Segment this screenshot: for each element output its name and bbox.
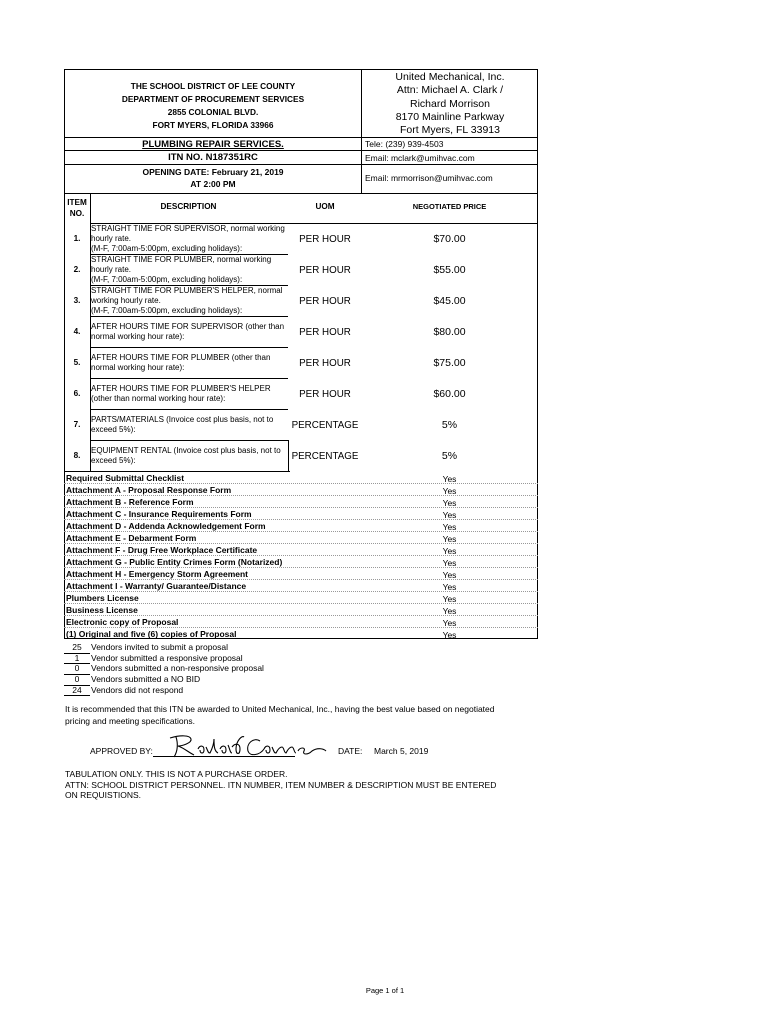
vendor-stats (64, 642, 364, 695)
item-description (91, 255, 288, 286)
checklist-value: Yes (442, 498, 457, 508)
row-separator (64, 495, 538, 496)
item-uom: PER HOUR (299, 327, 351, 338)
item-number: 8. (73, 451, 81, 460)
desc-line: STRAIGHT TIME FOR PLUMBER'S HELPER, normal (91, 286, 283, 295)
recommendation (65, 704, 535, 727)
note-line: ATTN: SCHOOL DISTRICT PERSONNEL. ITN NUMBER, ITEM NUMBER & DESCRIPTION MUST BE ENTERED (65, 779, 497, 790)
desc-line: STRAIGHT TIME FOR PLUMBER, normal working (91, 255, 272, 264)
checklist-value: Yes (442, 474, 457, 484)
item-description (91, 384, 288, 404)
item-uom: PER HOUR (299, 389, 351, 400)
grid-rule (90, 409, 288, 410)
item-number: 6. (73, 389, 81, 398)
checklist-value: Yes (442, 522, 457, 532)
header-rule (64, 164, 538, 165)
row-separator (64, 615, 538, 616)
item-number: 3. (73, 296, 81, 305)
signature-drawing (160, 729, 330, 761)
checklist-item: Attachment E - Debarment Form (66, 533, 197, 543)
checklist-item: Attachment D - Addenda Acknowledgement Form (66, 521, 266, 531)
item-price: $70.00 (433, 233, 466, 245)
stat-row (64, 663, 364, 674)
row-separator (64, 555, 538, 556)
item-description (91, 446, 288, 466)
grid-rule (90, 440, 288, 441)
desc-line: normal working hour rate): (91, 363, 185, 373)
tabulation-note (65, 769, 535, 801)
desc-line: normal working hour rate): (91, 332, 185, 342)
desc-line: (M-F, 7:00am-5:00pm, excluding holidays): (91, 244, 243, 254)
vendor-contact: Richard Morrison (410, 97, 490, 110)
checklist-value: Yes (442, 558, 457, 568)
item-description (91, 286, 288, 317)
recommendation-line: pricing and meeting specifications. (65, 715, 195, 726)
desc-line: AFTER HOURS TIME FOR SUPERVISOR (other than (91, 322, 285, 331)
checklist-value: Yes (442, 618, 457, 628)
desc-line: EQUIPMENT RENTAL (Invoice cost plus basis, not to (91, 446, 281, 455)
checklist-value: Yes (442, 570, 457, 580)
col-item-no-line1: ITEM (67, 198, 87, 207)
desc-line: (M-F, 7:00am-5:00pm, excluding holidays): (91, 275, 243, 285)
stat-text: Vendors submitted a non-responsive proposal (91, 663, 264, 674)
col-item-no-line2: NO. (69, 209, 85, 218)
checklist-item: Attachment A - Proposal Response Form (66, 485, 232, 495)
checklist-item: Business License (66, 605, 138, 615)
checklist-item: Attachment H - Emergency Storm Agreement (66, 569, 249, 579)
page-number: Page 1 of 1 (365, 986, 405, 995)
vendor-street: 8170 Mainline Parkway (395, 110, 505, 123)
row-separator (64, 507, 538, 508)
header-rule (64, 193, 538, 194)
stat-row (64, 642, 364, 653)
grid-rule (90, 378, 288, 379)
checklist-value: Yes (442, 630, 457, 640)
item-uom: PER HOUR (299, 265, 351, 276)
desc-line: PARTS/MATERIALS (Invoice cost plus basis, not to (91, 415, 274, 424)
row-separator (64, 543, 538, 544)
header-rule (64, 150, 538, 151)
row-separator (64, 579, 538, 580)
stat-text: Vendors submitted a NO BID (91, 674, 201, 685)
col-price: NEGOTIATED PRICE (412, 202, 487, 211)
desc-line: exceed 5%): (91, 425, 136, 435)
item-description (91, 353, 288, 373)
department-name: DEPARTMENT OF PROCUREMENT SERVICES (121, 94, 305, 104)
stat-text: Vendors invited to submit a proposal (91, 642, 229, 652)
checklist-value: Yes (442, 594, 457, 604)
city-state-zip: FORT MYERS, FLORIDA 33966 (152, 120, 274, 130)
row-separator (64, 483, 538, 484)
desc-line: AFTER HOURS TIME FOR PLUMBER (other than (91, 353, 271, 362)
vendor-attn: Attn: Michael A. Clark / (396, 84, 504, 97)
item-number: 7. (73, 420, 81, 429)
checklist-item: Attachment F - Drug Free Workplace Certificate (66, 545, 258, 555)
district-address (65, 80, 361, 132)
street-address: 2855 COLONIAL BLVD. (167, 107, 259, 117)
recommendation-line: It is recommended that this ITN be awarded to United Mechanical, Inc., having the best value based on negotiated (65, 704, 495, 714)
row-separator (64, 519, 538, 520)
vendor-address (362, 71, 538, 137)
checklist-item: Attachment G - Public Entity Crimes Form (Notarized) (66, 557, 283, 567)
checklist-item: (1) Original and five (6) copies of Proposal (66, 629, 237, 639)
checklist-value: Yes (442, 510, 457, 520)
date-label: DATE: (338, 746, 363, 756)
desc-line: exceed 5%): (91, 456, 136, 466)
desc-line: (other than normal working hour rate): (91, 394, 226, 404)
vendor-email-1: Email: mclark@umihvac.com (365, 153, 475, 163)
vendor-name: United Mechanical, Inc. (395, 71, 505, 83)
item-number: 4. (73, 327, 81, 336)
checklist-value: Yes (442, 486, 457, 496)
stat-row (64, 674, 364, 685)
item-description (91, 415, 288, 435)
item-price: $55.00 (433, 264, 466, 276)
col-item-no (64, 197, 90, 219)
opening-time: AT 2:00 PM (190, 179, 236, 189)
item-uom: PERCENTAGE (291, 420, 359, 431)
item-uom: PERCENTAGE (291, 451, 359, 462)
item-number: 5. (73, 358, 81, 367)
col-description: DESCRIPTION (160, 202, 217, 211)
desc-line: hourly rate. (91, 234, 132, 244)
stat-count: 0 (64, 663, 90, 675)
checklist-item: Attachment I - Warranty/ Guarantee/Distance (66, 581, 247, 591)
item-uom: PER HOUR (299, 358, 351, 369)
stat-count: 0 (64, 674, 90, 686)
item-price: 5% (441, 419, 458, 431)
row-separator (64, 531, 538, 532)
checklist-value: Yes (442, 606, 457, 616)
item-description (91, 224, 288, 255)
item-uom: PER HOUR (299, 234, 351, 245)
opening-date: OPENING DATE: February 21, 2019 (142, 167, 284, 177)
stat-row (64, 653, 364, 664)
checklist-item: Attachment C - Insurance Requirements Form (66, 509, 252, 519)
desc-line: AFTER HOURS TIME FOR PLUMBER'S HELPER (91, 384, 271, 393)
note-line: TABULATION ONLY. THIS IS NOT A PURCHASE ORDER. (65, 769, 288, 779)
stat-row (64, 685, 364, 696)
item-price: $45.00 (433, 295, 466, 307)
vendor-phone: Tele: (239) 939-4503 (365, 139, 444, 149)
stat-text: Vendor submitted a responsive proposal (91, 652, 243, 663)
row-separator (64, 591, 538, 592)
date-value: March 5, 2019 (374, 746, 429, 756)
stat-count: 25 (64, 642, 90, 654)
row-separator (64, 567, 538, 568)
checklist-item: Plumbers License (66, 593, 139, 603)
approved-by-label: APPROVED BY: (90, 746, 153, 756)
item-number: 2. (73, 265, 81, 274)
desc-line: hourly rate. (91, 265, 132, 275)
checklist-value: Yes (442, 546, 457, 556)
grid-rule (90, 347, 288, 348)
desc-line: (M-F, 7:00am-5:00pm, excluding holidays): (91, 306, 243, 316)
desc-line: STRAIGHT TIME FOR SUPERVISOR, normal working (91, 224, 285, 233)
table-border-right (537, 69, 538, 639)
item-price: $60.00 (433, 388, 466, 400)
checklist-value: Yes (442, 534, 457, 544)
checklist-item: Attachment B - Reference Form (66, 497, 194, 507)
checklist-item: Electronic copy of Proposal (66, 617, 179, 627)
item-price: 5% (441, 450, 458, 462)
row-separator (64, 627, 538, 628)
row-separator (64, 603, 538, 604)
desc-line: working hourly rate. (91, 296, 161, 306)
col-uom: UOM (315, 202, 335, 211)
stat-count: 1 (64, 653, 90, 665)
item-uom: PER HOUR (299, 296, 351, 307)
itn-number: ITN NO. N187351RC (168, 152, 258, 163)
stat-count: 24 (64, 685, 90, 697)
note-line: ON REQUISTIONS. (65, 790, 142, 801)
item-description (91, 322, 288, 342)
checklist-value: Yes (442, 582, 457, 592)
item-price: $75.00 (433, 357, 466, 369)
vendor-email-2: Email: mrmorrison@umihvac.com (365, 173, 493, 183)
vendor-city: Fort Myers, FL 33913 (400, 124, 500, 137)
stat-text: Vendors did not respond (91, 684, 184, 695)
checklist-item: Required Submittal Checklist (66, 473, 185, 483)
table-border-top (64, 69, 538, 70)
district-name: THE SCHOOL DISTRICT OF LEE COUNTY (130, 81, 296, 91)
item-number: 1. (73, 234, 81, 243)
project-title: PLUMBING REPAIR SERVICES. (142, 139, 284, 150)
item-price: $80.00 (433, 326, 466, 338)
signature (160, 729, 330, 761)
